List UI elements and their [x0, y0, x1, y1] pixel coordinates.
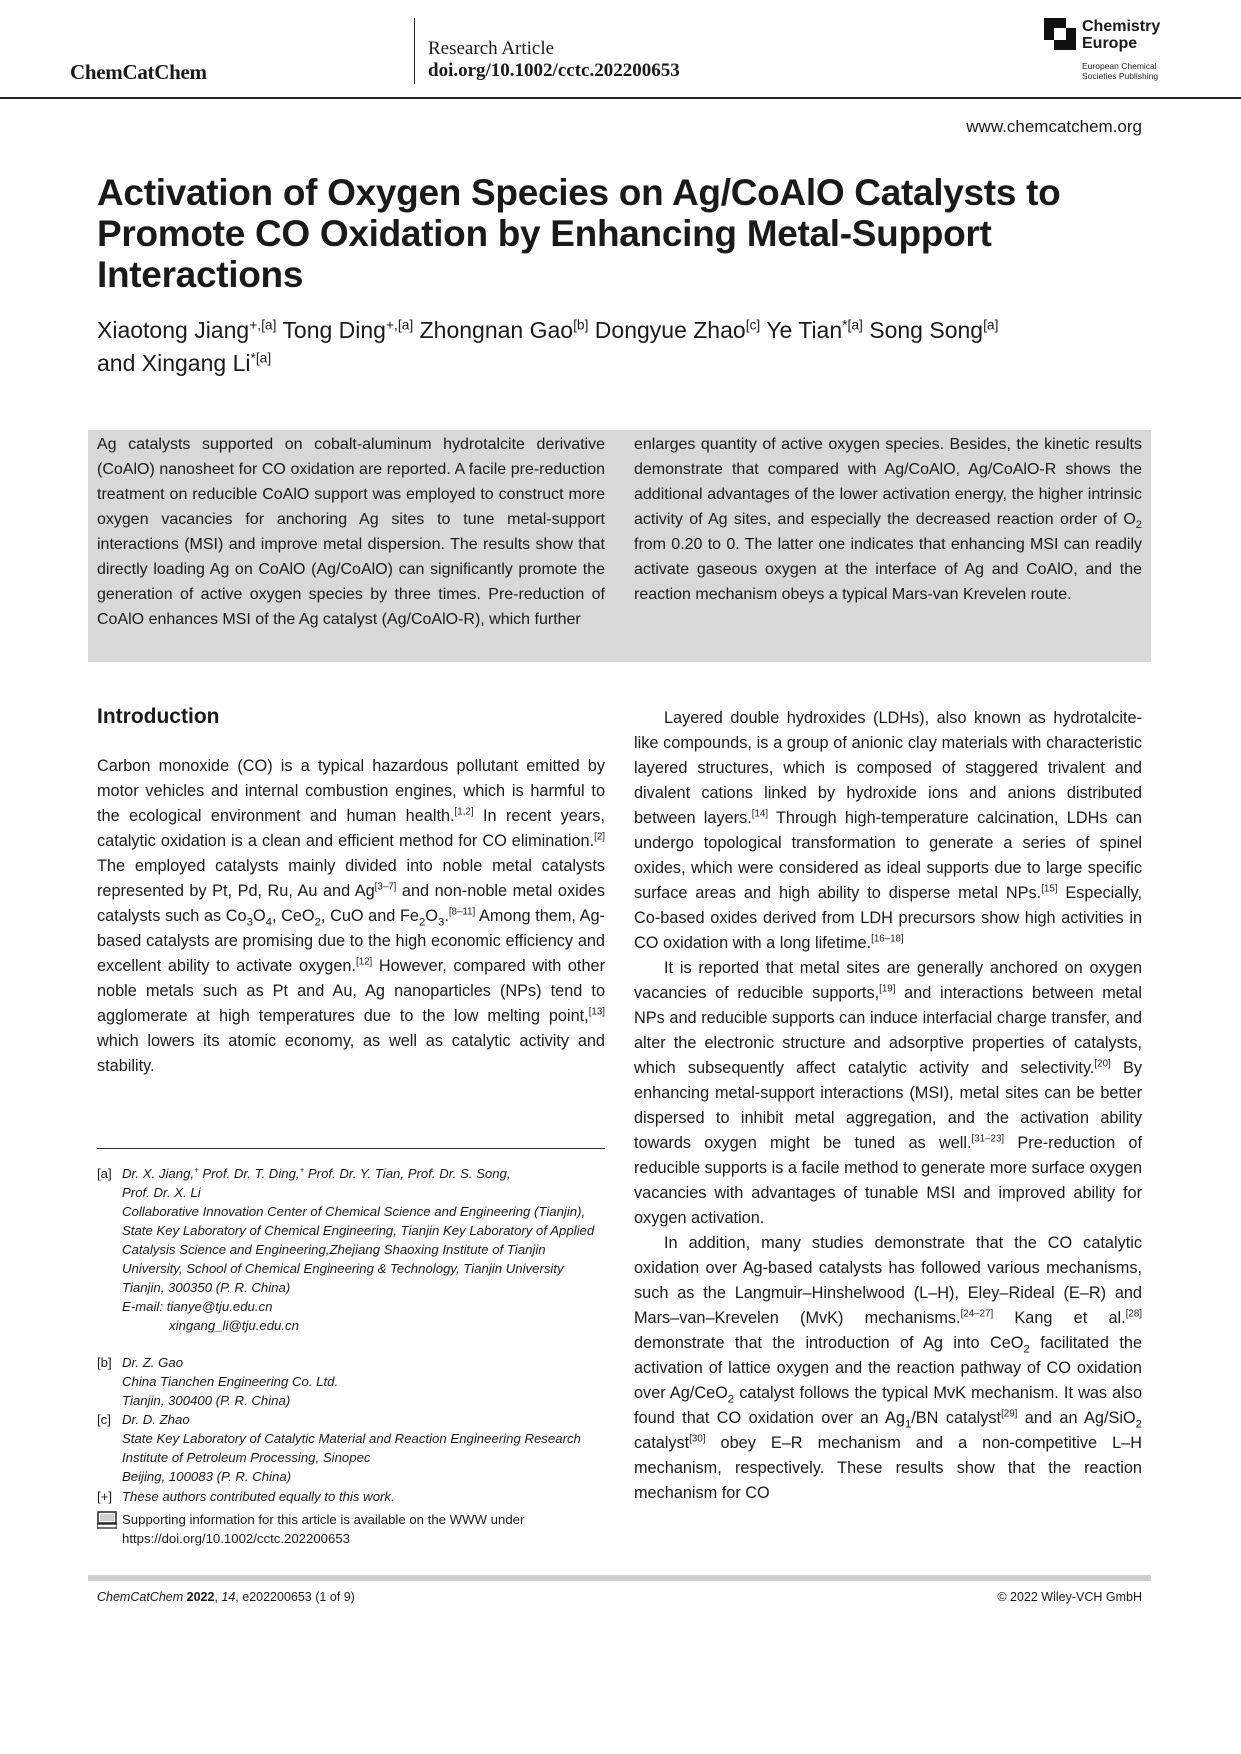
doi-link[interactable]: doi.org/10.1002/cctc.202200653 — [428, 60, 680, 81]
publisher-logo-text — [1082, 18, 1172, 52]
abstract-column-right: enlarges quantity of active oxygen species. Besides, the kinetic results demonstrate that compared with Ag/CoAlO, Ag/CoAlO-R shows the additional advantages of the lower activation energy, the higher intrinsic activity of Ag sites, and especially the decreased reaction order of $O_2$ from 0.20 to 0. The latter one indicates that enhancing MSI can readily activate gaseous oxygen at the interface of Ag and CoAlO, and the reaction mechanism obeys a typical Mars-van Krevelen route. — [634, 436, 1142, 603]
paragraph-mechanism: In addition, many studies demonstrate that the CO catalytic oxidation over Ag-based catalysts has followed various mechanisms, such as the Langmuir–Hinshelwood (L–H), Eley–Rideal (E–R) and Mars–van–Krevelen (MvK) mechanisms.[24–27] Kang et al.[28] demonstrate that the introduction of Ag into CeO$_2$ facilitated the activation of lattice oxygen and the reaction pathway of CO oxidation over Ag/CeO$_2$ catalyst follows the typical MvK mechanism. It was also found that CO oxidation over an $Ag_1/BN$ catalyst[29] and an Ag/SiO$_2$ catalyst[30] obey E–R mechanism and a non-competitive L–H mechanism, respectively. These results show that the reaction mechanism for CO — [634, 1234, 1142, 1502]
affiliation-b: [b] Dr. Z. Gao China Tianchen Engineering Co. Ltd. Tianjin, 300400 (P. R. China) — [97, 1355, 339, 1408]
affiliation-a: [a] Dr. X. Jiang,+ Prof. Dr. T. Ding,+ Prof. Dr. Y. Tian, Prof. Dr. S. Song, Prof. Dr. X. Li Collaborative Innovation Center of Chemical Science and Engineering (Tianjin), State Key Laboratory of Chemical Engineering, Tianjin Key Laboratory of Applied Catalysis Science and Engineering,Zhejiang Shaoxing Institute of Tianjin University, School of Chemical Engineering & Technology, Tianjin University Tianjin, 300350 (P. R. China) E-mail: tianye@tju.edu.cn xingang_li@tju.edu.cn — [97, 1164, 605, 1335]
footnote-rule — [97, 1148, 605, 1149]
email-link[interactable]: xingang_li@tju.edu.cn — [169, 1318, 299, 1333]
author: Xingang Li — [141, 350, 251, 376]
paragraph-msi: It is reported that metal sites are generally anchored on oxygen vacancies of reducible supports,[19] and interactions between metal NPs and reducible supports can induce interfacial charge transfer, and alter the electronic structure and adsorptive properties of catalysts, which subsequently affect catalytic activity and selectivity.[20] By enhancing metal-support interactions (MSI), metal sites can be better dispersed to inhibit metal aggregation, and the activation ability towards oxygen might be tuned as well.[31–23] Pre-reduction of reducible supports is a facile method to generate more surface oxygen vacancies with advantages of tunable MSI and improved ability for oxygen activation. — [634, 959, 1143, 1227]
paragraph-ldh: Layered double hydroxides (LDHs), also known as hydrotalcite-like compounds, is a group of anionic clay materials with characteristic layered structures, which is composed of staggered trivalent and divalent cations linked by hydroxide ions and anions distributed between layers.[14] Through high-temperature calcination, LDHs can undergo topological transformation to generate a series of spinel oxides, which were considered as ideal supports due to large specific surface areas and high ability to disperse metal NPs.[15] Especially, Co-based oxides derived from LDH precursors show high activities in CO oxidation with a long lifetime.[16–18] — [634, 709, 1143, 952]
author: Song Song — [869, 317, 984, 343]
equal-contribution-note: [+] These authors contributed equally to this work. — [97, 1489, 395, 1504]
author-list: Xiaotong Jiang$^{+,[a]}$ Tong Ding$^{+,[a]}$ Zhongnan Gao[b] Dongyue Zhao[c] Ye Tian$^{*[a]}$ Song Song[a] and Xingang $Li^{*[a]}$ — [97, 317, 999, 376]
chemistry-europe-logo-icon — [1044, 18, 1078, 52]
footer-copyright: © 2022 Wiley-VCH GmbH — [997, 1590, 1142, 1604]
article-title: Activation of Oxygen Species on Ag/CoAlO Catalysts to Promote CO Oxidation by Enhancing Metal-Support Interactions — [97, 172, 1061, 295]
author: Zhongnan Gao — [419, 317, 574, 343]
author: Tong Ding — [282, 317, 386, 343]
header-rule — [0, 97, 1241, 99]
email-link[interactable]: E-mail: tianye@tju.edu.cn — [122, 1299, 273, 1314]
publisher-name: Chemistry Europe — [1082, 18, 1161, 52]
abstract-column-left: Ag catalysts supported on cobalt-aluminum hydrotalcite derivative (CoAlO) nanosheet for CO oxidation are reported. A facile pre-reduction treatment on reducible CoAlO support was employed to construct more oxygen vacancies for anchoring Ag sites to tune metal-support interactions (MSI) and improve metal dispersion. The results show that directly loading Ag on CoAlO (Ag/CoAlO) can significantly promote the generation of active oxygen species by three times. Pre-reduction of CoAlO enhances MSI of the Ag catalyst (Ag/CoAlO-R), which further — [97, 436, 605, 628]
header-divider — [414, 18, 415, 84]
journal-name: ChemCatChem — [70, 60, 207, 84]
author: Ye Tian — [766, 317, 843, 343]
author: Dongyue Zhao — [594, 317, 746, 343]
affiliation-c: [c] Dr. D. Zhao State Key Laboratory of Catalytic Material and Reaction Engineering Research Institute of Petroleum Processing, Sinopec Beijing, 100083 (P. R. China) — [97, 1412, 581, 1484]
publisher-subtitle: European Chemical Societies Publishing — [1082, 61, 1159, 81]
computer-icon — [97, 1511, 117, 1529]
article-type: Research Article — [428, 38, 555, 59]
supporting-info-note — [97, 1510, 605, 1548]
footer-bar — [88, 1575, 1151, 1581]
intro-column-right — [634, 706, 1142, 1506]
journal-website-link[interactable]: www.chemcatchem.org — [966, 117, 1142, 136]
intro-paragraph-left: Carbon monoxide (CO) is a typical hazardous pollutant emitted by motor vehicles and internal combustion engines, which is harmful to the ecological environment and human health.[1,2] In recent years, catalytic oxidation is a clean and efficient method for CO elimination.[2] The employed catalysts mainly divided into noble metal catalysts represented by Pt, Pd, Ru, Au and Ag[3–7] and non-noble metal oxides catalysts such as $Co_3O_4$, CeO$_2$, CuO and $Fe_2O_3.[8-11]$ Among them, Ag-based catalysts are promising due to the high economic efficiency and excellent ability to activate oxygen.[12] However, compared with other noble metals such as Pt and Au, Ag nanoparticles (NPs) tend to agglomerate at high temperatures due to the low melting point,[13] which lowers its atomic economy, as well as catalytic activity and stability. — [97, 757, 605, 1075]
supporting-info-link[interactable]: Supporting information for this article is available on the WWW under https://doi.org/10.1002/cctc.202200653 — [122, 1512, 525, 1546]
footer-citation: ChemCatChem 2022, 14, e202200653 (1 of 9) — [97, 1590, 355, 1604]
author: Xiaotong Jiang — [97, 317, 250, 343]
section-heading-introduction: Introduction — [97, 705, 220, 728]
